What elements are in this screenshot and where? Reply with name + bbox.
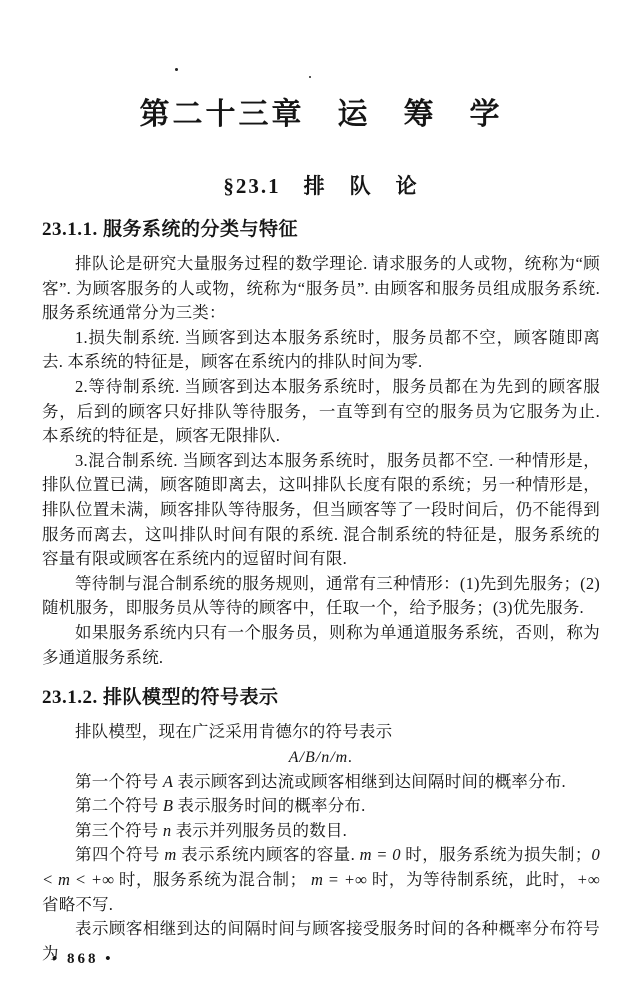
math-variable: B bbox=[162, 796, 174, 816]
math-variable: m = +∞ bbox=[310, 870, 368, 890]
math-variable: A bbox=[162, 771, 174, 791]
math-variable: n bbox=[162, 820, 172, 840]
paragraph-intro-queueing: 排队论是研究大量服务过程的数学理论. 请求服务的人或物，统称为“顾客”. 为顾客服务的人或物，统称为“服务员”. 由顾客和服务员组成服务系统. 服务系统通常分为三类： bbox=[42, 254, 600, 323]
paragraph-mixed-system: 3.混合制系统. 当顾客到达本服务系统时，服务员都不空. 一种情形是，排队位置已满，顾客随即离去，这叫排队长度有限的系统；另一种情形是，排队位置未满，顾客排队等待服务，但当顾客等了一段时间后，仍不能得到服务而离去，这叫排队时间有限的系统. 混合制系统的特征是，服务系统的容量有限或顾客在系统内的逗留时间有限. bbox=[42, 450, 600, 569]
text-segment: 表示顾客到达流或顾客相继到达间隔时间的概率分布. bbox=[173, 771, 566, 791]
math-variable: +∞ bbox=[576, 870, 600, 890]
text-segment: 第二个符号 bbox=[75, 796, 163, 816]
subsection-heading-23-1-1: 23.1.1. 服务系统的分类与特征 bbox=[42, 219, 299, 240]
paragraph-symbol-a bbox=[42, 770, 600, 795]
math-variable: m bbox=[164, 845, 177, 865]
math-variable: m = 0 bbox=[359, 845, 401, 865]
text-segment: 第三个符号 bbox=[75, 820, 163, 840]
scan-speck bbox=[175, 68, 178, 71]
section-title: §23.1 排 队 论 bbox=[223, 174, 419, 198]
kendall-notation-formula: A/B/n/m. bbox=[288, 748, 354, 766]
text-segment: 表示系统内顾客的容量. bbox=[176, 845, 360, 865]
paragraph-service-rules: 等待制与混合制系统的服务规则，通常有三种情形：(1)先到先服务；(2)随机服务，即服务员从等待的顾客中，任取一个，给予服务；(3)优先服务. bbox=[42, 573, 600, 618]
paragraph-channels: 如果服务系统内只有一个服务员，则称为单通道服务系统，否则，称为多通道服务系统. bbox=[42, 622, 600, 667]
text-segment: 表示服务时间的概率分布. bbox=[173, 796, 366, 816]
text-segment: 表示并列服务员的数目. bbox=[171, 820, 347, 840]
text-segment: 省略不写. bbox=[42, 894, 114, 914]
paragraph-waiting-system: 2.等待制系统. 当顾客到达本服务系统时，服务员都在为先到的顾客服务，后到的顾客只好排队等待服务，一直等到有空的服务员为它服务为止. 本系统的特征是，顾客无限排队. bbox=[42, 376, 600, 446]
paragraph-symbol-b bbox=[42, 794, 600, 819]
chapter-title: 第二十三章 运 筹 学 bbox=[139, 98, 503, 131]
scan-speck bbox=[309, 76, 311, 78]
text-segment: 时，服务系统为损失制； bbox=[400, 845, 592, 865]
text-segment: 时，为等待制系统，此时， bbox=[367, 870, 577, 890]
paragraph-symbol-m bbox=[42, 843, 600, 917]
text-segment: 第四个符号 bbox=[75, 845, 165, 865]
text-segment: 时，服务系统为混合制； bbox=[114, 870, 311, 890]
subsection-heading-23-1-2: 23.1.2. 排队模型的符号表示 bbox=[42, 687, 279, 709]
math-variable: 0 < m < +∞ bbox=[42, 845, 600, 890]
paragraph-kendall-intro: 排队模型，现在广泛采用肯德尔的符号表示 bbox=[75, 722, 393, 742]
paragraph-loss-system: 1.损失制系统. 当顾客到达本服务系统时，服务员都不空，顾客随即离去. 本系统的特征是，顾客在系统内的排队时间为零. bbox=[42, 327, 600, 372]
paragraph-symbol-n bbox=[42, 819, 600, 844]
page-number: • 868 • bbox=[52, 951, 114, 967]
paragraph-distribution-symbols: 表示顾客相继到达的间隔时间与顾客接受服务时间的各种概率分布符号为 bbox=[42, 919, 600, 963]
text-segment: 第一个符号 bbox=[75, 771, 163, 791]
